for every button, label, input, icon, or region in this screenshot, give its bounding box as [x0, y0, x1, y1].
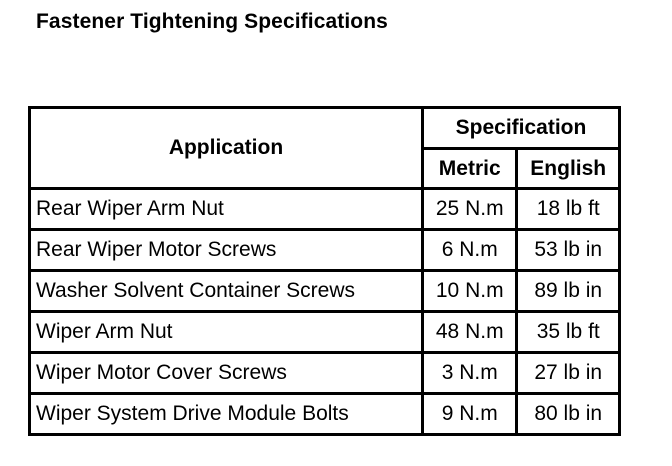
english-cell: 80 lb in	[517, 394, 620, 435]
table-row	[30, 353, 620, 394]
english-column-header: English	[517, 149, 620, 189]
table-header-row	[30, 108, 620, 149]
table-row	[30, 394, 620, 435]
application-cell: Wiper Arm Nut	[30, 312, 423, 353]
page-title: Fastener Tightening Specifications	[36, 10, 388, 33]
english-cell: 89 lb in	[517, 271, 620, 312]
english-cell: 27 lb in	[517, 353, 620, 394]
table-row	[30, 230, 620, 271]
english-cell: 18 lb ft	[517, 189, 620, 230]
english-cell: 53 lb in	[517, 230, 620, 271]
application-cell: Washer Solvent Container Screws	[30, 271, 423, 312]
table-row	[30, 189, 620, 230]
metric-cell: 9 N.m	[422, 394, 516, 435]
metric-cell: 6 N.m	[422, 230, 516, 271]
table-row	[30, 271, 620, 312]
metric-cell: 10 N.m	[422, 271, 516, 312]
english-cell: 35 lb ft	[517, 312, 620, 353]
application-cell: Rear Wiper Arm Nut	[30, 189, 423, 230]
application-cell: Rear Wiper Motor Screws	[30, 230, 423, 271]
metric-column-header: Metric	[422, 149, 516, 189]
metric-cell: 3 N.m	[422, 353, 516, 394]
table-row	[30, 312, 620, 353]
fastener-spec-table	[28, 106, 621, 436]
metric-cell: 25 N.m	[422, 189, 516, 230]
application-cell: Wiper Motor Cover Screws	[30, 353, 423, 394]
specification-column-header: Specification	[422, 108, 619, 149]
application-column-header: Application	[30, 108, 423, 189]
application-cell: Wiper System Drive Module Bolts	[30, 394, 423, 435]
metric-cell: 48 N.m	[422, 312, 516, 353]
